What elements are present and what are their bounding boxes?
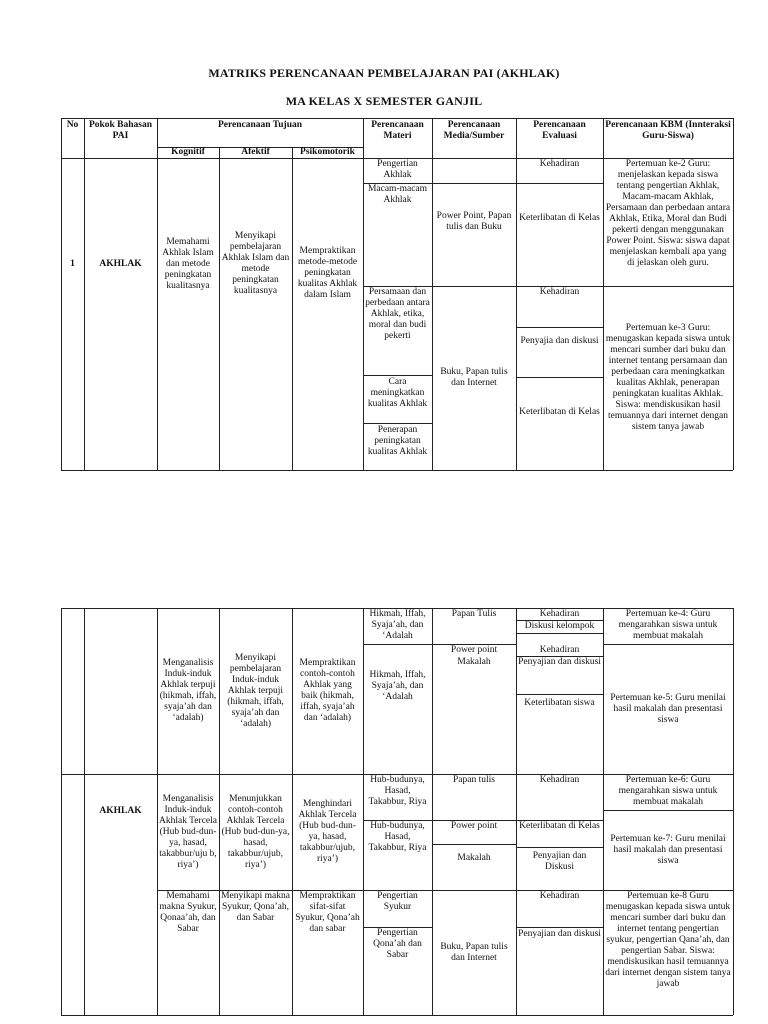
materi-cell: Pengertian Qona’ah dan Sabar: [373, 928, 422, 960]
evaluasi-cell: Kehadiran: [539, 891, 580, 901]
page-title: MATRIKS PERENCANAAN PEMBELAJARAN PAI (AKHLAK): [208, 66, 560, 80]
kognitif-cell: Memahami makna Syukur, Qonaa’ah, dan Sabar: [159, 891, 217, 934]
evaluasi-cell: Kehadiran: [539, 775, 580, 785]
afektif-cell: Menyikapi makna Syukur, Qona’ah, dan Sabar: [221, 891, 290, 923]
evaluasi-cell: Kehadiran: [539, 287, 580, 297]
media-cell: Buku, Papan tulis dan Internet: [440, 941, 508, 963]
materi-cell: Penerapan peningkatan kualitas Akhlak: [367, 425, 428, 457]
pokok-bahasan: AKHLAK: [99, 806, 142, 816]
evaluasi-cell: Kehadiran: [539, 159, 580, 169]
header-pokok-bahasan: Pokok Bahasan PAI: [88, 120, 153, 141]
evaluasi-cell: Keterlibatan siswa: [524, 698, 595, 708]
materi-cell: Hikmah, Iffah, Syaja’ah, dan ‘Adalah: [369, 609, 426, 641]
materi-cell: Hub-budunya, Hasad, Takabbur, Riya: [368, 775, 427, 807]
header-media: Perencanaan Media/Sumber: [443, 120, 505, 141]
materi-cell: Pengertian Syukur: [377, 891, 418, 912]
materi-cell: Hub-budunya, Hasad, Takabbur, Riya: [368, 821, 427, 853]
media-cell: Makalah: [457, 853, 491, 863]
afektif-cell: Menyikapi pembelajaran Akhlak Islam dan metode peningkatan kualitasnya: [221, 231, 290, 296]
evaluasi-cell: Penyajian dan diskusi: [518, 929, 601, 939]
row-number: 1: [70, 258, 75, 269]
materi-cell: Pengertian Akhlak: [377, 159, 418, 180]
media-cell: Buku, Papan tulis dan Internet: [440, 367, 508, 388]
evaluasi-cell: Penyajian dan Diskusi: [532, 851, 587, 872]
header-evaluasi: Perencanaan Evaluasi: [533, 120, 586, 141]
header-kognitif: Kognitif: [171, 147, 205, 157]
kbm-cell: Pertemuan ke-3 Guru: menugaskan kepada siswa untuk mencari sumber dari buku dan internet tentang persamaan dan perbedaan cara meningkatkan kualitas Akhlak, penerapan peningkatan kualitas Akhlak. Siswa: mendiskusikan hasil temuannya dari internet dengan sistem tanya jawab: [605, 323, 731, 432]
evaluasi-cell: Penyajia dan diskusi: [520, 335, 599, 346]
page-subtitle: MA KELAS X SEMESTER GANJIL: [285, 94, 483, 108]
kognitif-cell: Menganalisis Induk-induk Akhlak Tercela (Hub bud-dun-ya, hasad, takabbur/uju b, riya’): [159, 793, 217, 870]
materi-cell: Persamaan dan perbedaan antara Akhlak, etika, moral dan budi pekerti: [365, 287, 430, 341]
kbm-cell: Pertemuan ke-4: Guru mengarahkan siswa untuk membuat makalah: [618, 609, 718, 641]
header-kbm: Perencanaan KBM (Innteraksi Guru-Siswa): [605, 120, 731, 141]
materi-cell: Macam-macam Akhlak: [367, 184, 428, 205]
evaluasi-cell: Keterlibatan di Kelas: [519, 406, 600, 417]
header-materi: Perencanaan Materi: [371, 120, 424, 141]
evaluasi-cell: Penyajian dan diskusi: [518, 657, 601, 667]
evaluasi-cell: Keterlibatan di Kelas: [519, 821, 600, 831]
kbm-cell: Pertemuan ke-8 Guru menugaskan kepada siswa untuk mencari sumber dari buku dan internet tentang pengertian syukur, pengertian Qana’ah, dan pengertian Sabar. Siswa: mendiskusikan hasil temuannya dari internet dengan sistem tanya jawab: [605, 891, 731, 989]
afektif-cell: Menunjukkan contoh-contoh Akhlak Tercela (Hub bud-dun-ya, hasad, takabbur/ujub, riya’): [221, 793, 290, 870]
evaluasi-cell: Kehadiran: [539, 609, 580, 619]
header-perencanaan-tujuan: Perencanaan Tujuan: [217, 120, 303, 130]
psikomotorik-cell: Mempraktikan contoh-contoh Akhlak yang baik (hikmah, iffah, syaja’ah dan ‘adalah): [299, 658, 356, 723]
header-afektif: Afektif: [241, 147, 270, 157]
header-no: No: [66, 120, 79, 130]
media-cell: Power Point, Papan tulis dan Buku: [436, 211, 512, 232]
materi-cell: Hikmah, Iffah, Syaja’ah, dan ‘Adalah: [369, 669, 426, 702]
pokok-bahasan: AKHLAK: [99, 258, 142, 269]
psikomotorik-cell: Mempraktikan metode-metode peningkatan kualitas Akhlak dalam Islam: [297, 245, 358, 300]
evaluasi-cell: Keterlibatan di Kelas: [519, 212, 600, 223]
kbm-cell: Pertemuan ke-6: Guru mengarahkan siswa untuk membuat makalah: [618, 775, 718, 807]
media-cell: Power point: [450, 821, 498, 831]
psikomotorik-cell: Menghindari Akhlak Tercela (Hub bud-dun-ya, hasad, takabbur/ujub, riya’): [298, 799, 357, 864]
materi-cell: Cara meningkatkan kualitas Akhlak: [367, 377, 428, 409]
header-psikomotorik: Psikomotorik: [300, 147, 355, 157]
media-cell: Power point: [450, 645, 498, 655]
media-cell: Papan Tulis: [451, 609, 497, 619]
kbm-cell: Pertemuan ke-7: Guru menilai hasil makalah dan presentasi siswa: [610, 833, 726, 866]
kbm-cell: Pertemuan ke-2 Guru: menjelaskan kepada siswa tentang pengertian Akhlak, Macam-macam Akhlak, Persamaan dan perbedaan antara Akhlak, Etika, Moral dan Budi pekerti dengan menggunakan Power Point. Siswa: siswa dapat menjelaskan kembali apa yang di jelaskan oleh guru.: [605, 159, 731, 268]
afektif-cell: Menyikapi pembelajaran Induk-induk Akhlak terpuji (hikmah, iffah, syaja’ah dan ‘adalah): [227, 652, 284, 729]
media-cell: Makalah: [457, 657, 491, 667]
kognitif-cell: Menganalisis Induk-induk Akhlak terpuji (hikmah, iffah, syaja’ah dan ‘adalah): [159, 658, 217, 723]
kbm-cell: Pertemuan ke-5: Guru menilai hasil makalah dan presentasi siswa: [610, 692, 726, 725]
kognitif-cell: Memahami Akhlak Islam dan metode peningkatan kualitasnya: [162, 236, 214, 291]
psikomotorik-cell: Mempraktikan sifat-sifat Syukur, Qona’ah dan sabar: [295, 891, 360, 934]
evaluasi-cell: Diskusi kelompok: [524, 621, 595, 631]
media-cell: Papan tulis: [453, 775, 495, 785]
evaluasi-cell: Kehadiran: [539, 645, 580, 655]
